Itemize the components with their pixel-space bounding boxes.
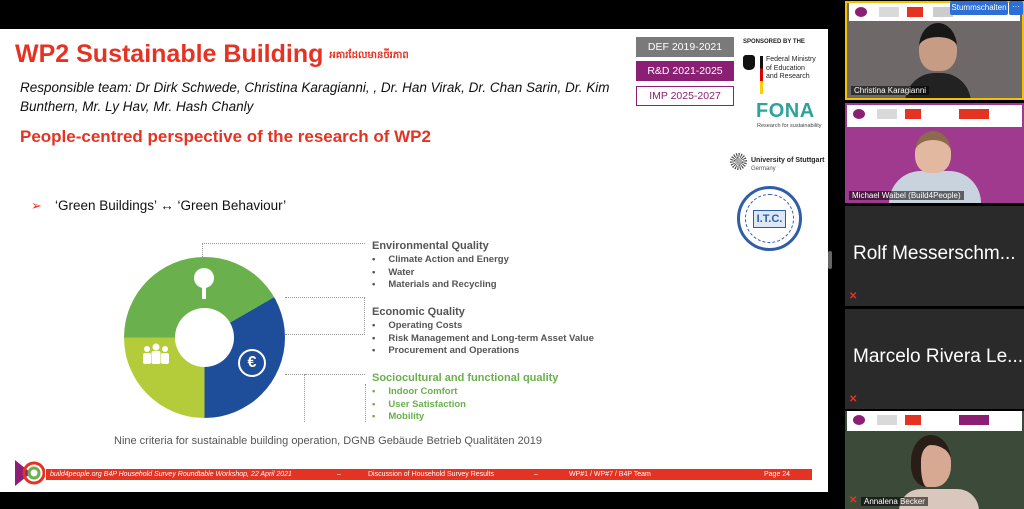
stuttgart-logo-sub: Germany xyxy=(751,166,776,172)
participant-tile[interactable] xyxy=(845,1,1024,100)
footer-topic: Discussion of Household Survey Results xyxy=(368,471,495,478)
tree-icon xyxy=(191,267,217,301)
category-economic-list xyxy=(372,320,594,358)
list-item: • Operating Costs xyxy=(372,320,594,333)
list-item: • Risk Management and Long-term Asset Value xyxy=(372,333,594,346)
participant-name: Rolf Messerschm... xyxy=(853,243,1016,264)
b4p-logo-icon xyxy=(15,460,45,486)
bullet-arrow-icon: ➢ xyxy=(31,198,42,213)
people-icon xyxy=(140,343,172,365)
german-flag-stripe xyxy=(760,56,763,94)
bullet-text: ‘Green Buildings’ ↔ ‘Green Behaviour’ xyxy=(55,198,287,213)
fona-logo: FONA xyxy=(756,100,815,122)
participant-name: Marcelo Rivera Le... xyxy=(853,346,1024,367)
sponsor-label: SPONSORED BY THE xyxy=(743,39,805,45)
ministry-logo-text: Federal Ministry of Education and Research xyxy=(766,56,816,80)
slide-subtitle: People-centred perspective of the research of WP2 xyxy=(20,127,431,146)
list-item: • User Satisfaction xyxy=(372,399,466,412)
federal-eagle-icon xyxy=(743,55,755,70)
avatar xyxy=(915,131,951,173)
category-sociocultural-list xyxy=(372,386,466,424)
stuttgart-logo-text: University of Stuttgart xyxy=(751,157,825,164)
list-item: • Water xyxy=(372,267,509,280)
slide-title: WP2 Sustainable Building អគារដែលមានចីរភាព xyxy=(15,40,409,68)
shared-slide xyxy=(0,29,828,492)
participant-name: Michael Waibel (Build4People) xyxy=(849,191,964,200)
fona-tagline: Research for sustainability xyxy=(757,123,822,129)
logo-strip xyxy=(847,105,1022,127)
euro-icon: € xyxy=(238,349,266,377)
footer-separator: – xyxy=(534,471,538,478)
footer-separator: – xyxy=(337,471,341,478)
phase-imp-badge: IMP 2025-2027 xyxy=(636,86,734,106)
more-options-button[interactable]: ··· xyxy=(1009,1,1023,15)
muted-mic-icon: ✕ xyxy=(849,291,858,302)
muted-mic-icon: ✕ xyxy=(849,394,858,405)
connector-line xyxy=(365,384,366,422)
category-economic-title: Economic Quality xyxy=(372,306,465,318)
list-item: • Mobility xyxy=(372,411,466,424)
stuttgart-logo-icon xyxy=(730,153,747,170)
participant-name: Annalena Becker xyxy=(861,497,928,506)
connector-line xyxy=(305,374,365,375)
avatar xyxy=(919,23,957,71)
panel-resize-handle[interactable] xyxy=(828,251,832,269)
participant-tile[interactable] xyxy=(845,309,1024,409)
phase-def-badge: DEF 2019-2021 xyxy=(636,37,734,57)
connector-line xyxy=(285,374,305,422)
itc-seal-logo: I.T.C. xyxy=(737,186,802,251)
connector-line xyxy=(285,297,365,333)
slide-title-khmer: អគារដែលមានចីរភាព xyxy=(329,49,409,61)
category-environmental-title: Environmental Quality xyxy=(372,240,489,252)
participant-tile[interactable] xyxy=(845,411,1024,509)
connector-line xyxy=(285,334,365,335)
footer-team: WP#1 / WP#7 / B4P Team xyxy=(569,471,651,478)
avatar xyxy=(911,435,951,487)
mute-button[interactable]: Stummschalten xyxy=(950,1,1008,15)
participant-tile[interactable] xyxy=(845,103,1024,203)
muted-mic-icon: ✕ xyxy=(849,495,858,506)
page-number: Page 24 xyxy=(764,471,791,478)
connector-line xyxy=(202,243,365,257)
list-item: • Materials and Recycling xyxy=(372,279,509,292)
list-item: • Procurement and Operations xyxy=(372,345,594,358)
participant-tile[interactable] xyxy=(845,206,1024,306)
phase-rd-badge: R&D 2021-2025 xyxy=(636,61,734,81)
diagram-caption: Nine criteria for sustainable building operation, DGNB Gebäude Betrieb Qualitäten 2019 xyxy=(114,435,543,447)
footer-event: build4people.org B4P Household Survey Roundtable Workshop, 22 April 2021 xyxy=(50,471,292,478)
list-item: • Indoor Comfort xyxy=(372,386,466,399)
list-item: • Climate Action and Energy xyxy=(372,254,509,267)
slide-footer xyxy=(46,469,812,480)
participant-name: Christina Karagianni xyxy=(851,86,929,95)
logo-strip xyxy=(847,411,1022,431)
category-environmental-list xyxy=(372,254,509,292)
responsible-team: Responsible team: Dr Dirk Schwede, Christina Karagianni, , Dr. Han Virak, Dr. Chan Sarin, Dr. Kim Bunthern, Mr. Ly Hav, Mr. Hash Chanly xyxy=(20,80,610,114)
category-sociocultural-title: Sociocultural and functional quality xyxy=(372,372,559,384)
